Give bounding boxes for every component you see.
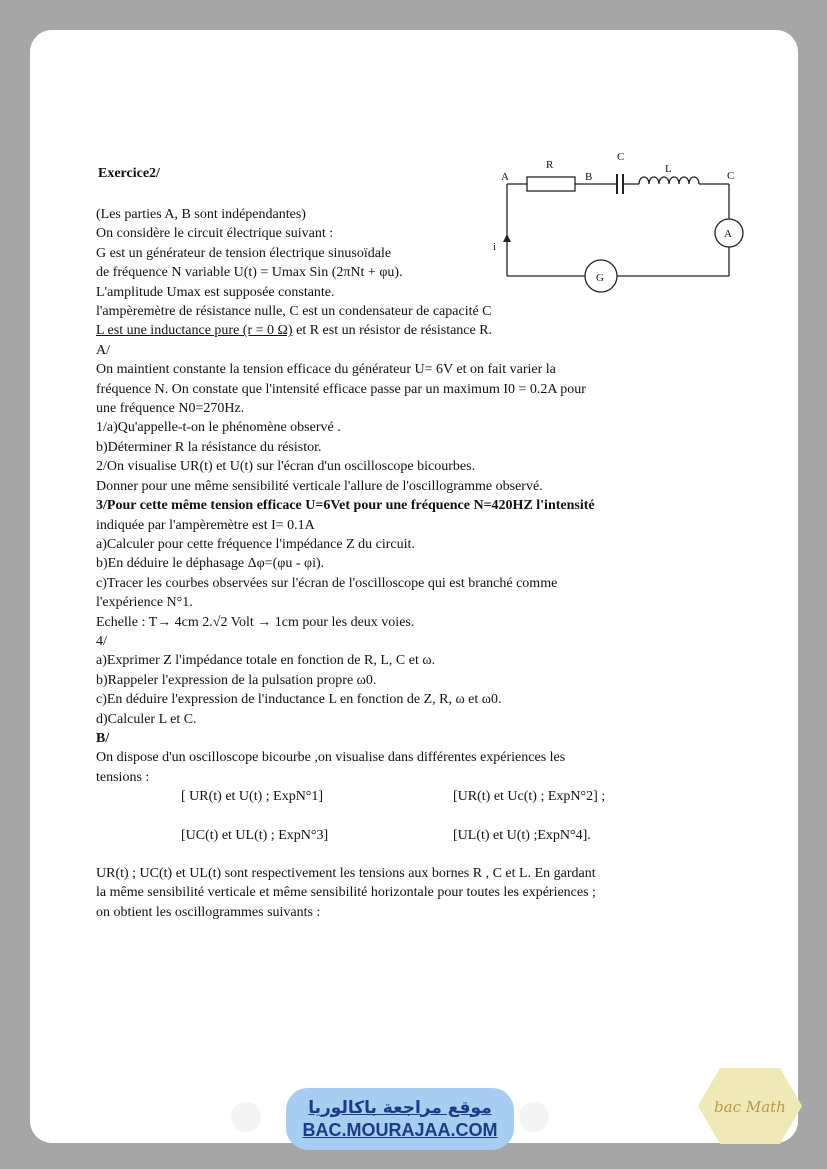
text-line <box>96 321 696 340</box>
experiment-4: [UL(t) et U(t) ;ExpN°4]. <box>453 827 591 843</box>
question-line: d)Calculer L et C. <box>96 711 197 727</box>
resistor-symbol <box>527 177 575 191</box>
text-line: UR(t) ; UC(t) et UL(t) sont respectivement les tensions aux bornes R , C et L. En gardant <box>96 866 596 881</box>
text-line: fréquence N. On constate que l'intensité efficace passe par un maximum I0 = 0.2A pour <box>96 381 586 397</box>
text-line: l'ampèremètre de résistance nulle, C est un condensateur de capacité C <box>96 304 492 320</box>
site-banner-link[interactable] <box>286 1088 514 1150</box>
text-line: On dispose d'un oscilloscope bicourbe ,on visualise dans différentes expériences les <box>96 750 566 766</box>
capacitor-label: C <box>617 151 625 163</box>
question-line: b)Déterminer R la résistance du résistor. <box>96 439 322 455</box>
generator-label: G <box>596 272 604 284</box>
question-line: 2/On visualise UR(t) et U(t) sur l'écran d'un oscilloscope bicourbes. <box>96 459 476 475</box>
exercise-body <box>96 205 696 922</box>
text-line: indiquée par l'ampèremètre est I= 0.1A <box>96 517 315 533</box>
site-name-arabic: موقع مراجعة باكالوريا <box>308 1097 492 1118</box>
node-a-label: A <box>501 171 509 183</box>
question-line: c)Tracer les courbes observées sur l'écran de l'oscilloscope qui est branché comme <box>96 575 558 591</box>
bac-math-logo-icon <box>698 1068 802 1144</box>
text-line: L'amplitude Umax est supposée constante. <box>96 284 335 300</box>
question-number: 4/ <box>96 633 107 649</box>
node-c-label: C <box>727 170 735 182</box>
svg-text:bac Math: bac Math <box>714 1098 786 1116</box>
experiment-2: [UR(t) et Uc(t) ; ExpN°2] ; <box>453 789 606 805</box>
text-line: On considère le circuit électrique suivant : <box>96 226 334 242</box>
current-label: i <box>493 241 497 253</box>
site-url: BAC.MOURAJAA.COM <box>302 1119 498 1140</box>
section-b-heading: B/ <box>96 730 110 746</box>
resistor-label: R <box>546 159 554 171</box>
experiment-row <box>96 826 696 845</box>
text-line: une fréquence N0=270Hz. <box>96 401 245 417</box>
text-span: et R est un résistor de résistance R. <box>292 323 493 339</box>
text-line: on obtient les oscillogrammes suivants : <box>96 904 321 920</box>
question-line: 1/a)Qu'appelle-t-on le phénomène observé . <box>96 420 341 436</box>
question-line: 3/Pour cette même tension efficace U=6Vet pour une fréquence N=420HZ l'intensité <box>96 498 595 514</box>
question-line: a)Calculer pour cette fréquence l'impédance Z du circuit. <box>96 536 415 552</box>
text-line: (Les parties A, B sont indépendantes) <box>96 207 306 222</box>
question-line: a)Exprimer Z l'impédance totale en fonction de R, L, C et ω. <box>96 653 436 669</box>
text-line: On maintient constante la tension efficace du générateur U= 6V et on fait varier la <box>96 362 556 378</box>
text-line: G est un générateur de tension électrique sinusoïdale <box>96 245 392 261</box>
text-line: tensions : <box>96 769 150 785</box>
question-line: c)En déduire l'expression de l'inductance L en fonction de Z, R, ω et ω0. <box>96 692 502 708</box>
left-site-logo-icon <box>231 1102 261 1132</box>
node-b-label: B <box>585 171 593 183</box>
scale-line: Echelle : T→ 4cm 2.√2 Volt → 1cm pour les deux voies. <box>96 614 415 630</box>
ammeter-label: A <box>724 228 732 240</box>
inductor-label: L <box>665 163 672 175</box>
experiment-3: [UC(t) et UL(t) ; ExpN°3] <box>181 827 329 843</box>
text-line: de fréquence N variable U(t) = Umax Sin (2πNt + φu). <box>96 265 403 281</box>
section-a-heading: A/ <box>96 342 110 358</box>
inductor-symbol <box>639 177 699 184</box>
text-line: la même sensibilité verticale et même sensibilité horizontale pour toutes les expériences ; <box>96 885 596 901</box>
question-line: b)Rappeler l'expression de la pulsation propre ω0. <box>96 672 377 688</box>
text-line: l'expérience N°1. <box>96 595 193 611</box>
experiment-1: [ UR(t) et U(t) ; ExpN°1] <box>181 789 324 805</box>
underlined-text: L est une inductance pure (r = 0 Ω) <box>96 323 293 339</box>
exercise-title: Exercice2/ <box>98 166 160 181</box>
right-site-logo-icon <box>519 1102 549 1132</box>
question-line: b)En déduire le déphasage Δφ=(φu - φi). <box>96 556 325 572</box>
question-line: Donner pour une même sensibilité verticale l'allure de l'oscillogramme observé. <box>96 478 543 494</box>
experiment-row <box>96 787 696 806</box>
